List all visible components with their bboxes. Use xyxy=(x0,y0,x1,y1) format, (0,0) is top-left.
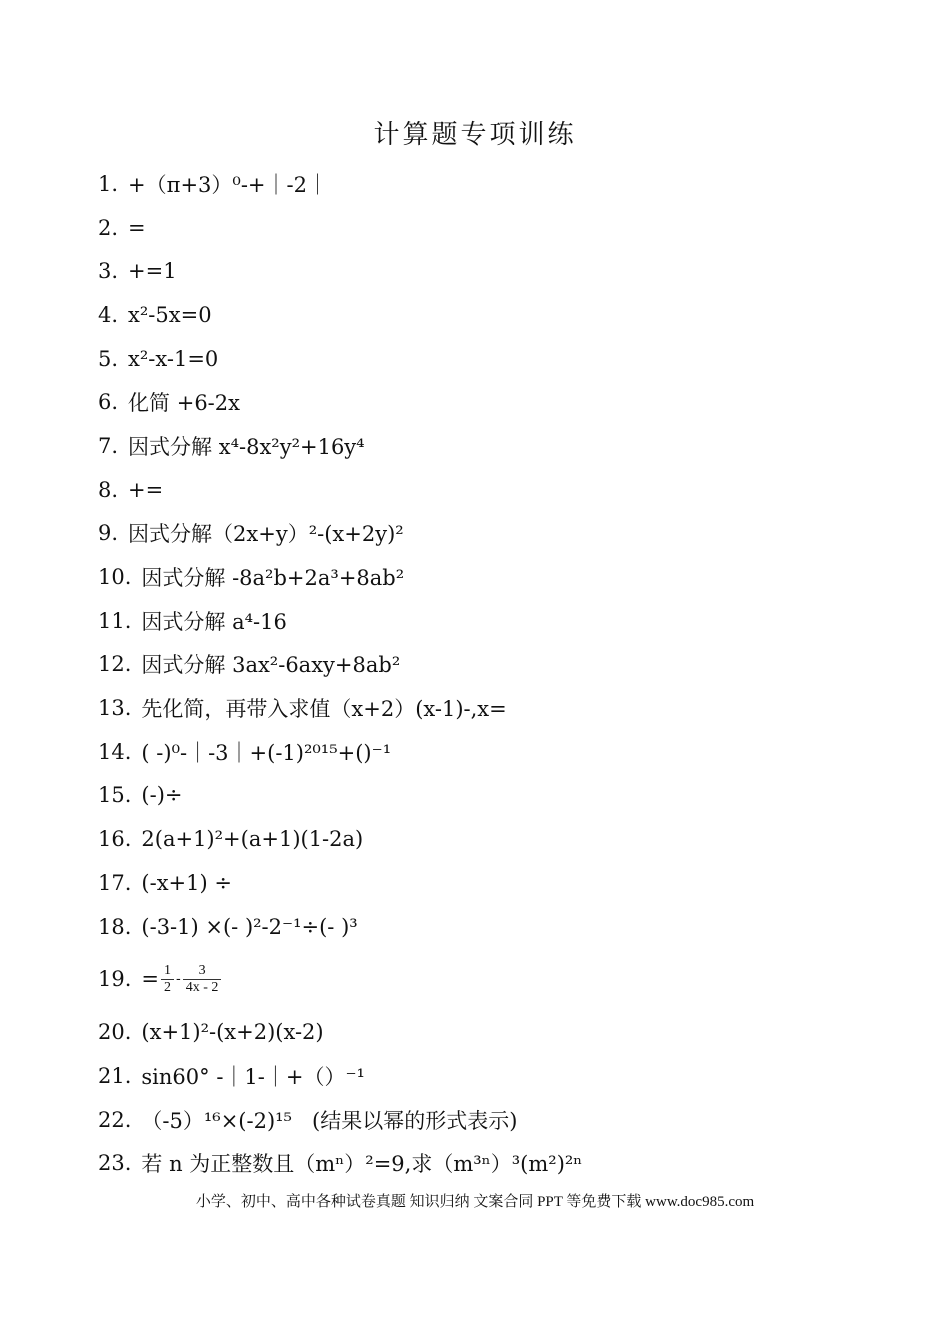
problem-number: 14. xyxy=(98,739,132,764)
problem-text: (-x+1) ÷ xyxy=(141,870,232,895)
problem-text: +=1 xyxy=(128,259,177,284)
problem-number: 11. xyxy=(98,608,132,633)
fraction xyxy=(161,963,174,996)
problem-text: = xyxy=(141,967,160,992)
problem-text: 若 n 为正整数且（mⁿ）²=9,求（m³ⁿ）³(m²)²ⁿ xyxy=(141,1152,583,1177)
problem-number: 10. xyxy=(98,565,132,590)
problem-text: (x+1)²-(x+2)(x-2) xyxy=(141,1020,324,1045)
problem-row xyxy=(98,424,898,468)
problem-row xyxy=(98,1098,898,1142)
fraction-numerator: 3 xyxy=(198,962,206,978)
minus-sign: - xyxy=(176,971,181,988)
fraction xyxy=(183,963,222,996)
problem-number: 23. xyxy=(98,1151,132,1176)
problem-row xyxy=(98,948,898,1010)
problem-number: 8. xyxy=(98,477,119,502)
problem-row xyxy=(98,599,898,643)
problem-text: = xyxy=(128,215,146,240)
problem-text: ( -)⁰-｜-3｜+(-1)²⁰¹⁵+()⁻¹ xyxy=(141,740,392,765)
problem-row xyxy=(98,337,898,381)
problem-text: 因式分解（2x+y）²-(x+2y)² xyxy=(128,522,404,547)
problem-text: 因式分解 x⁴-8x²y²+16y⁴ xyxy=(128,434,365,459)
problem-number: 13. xyxy=(98,696,132,721)
problem-row xyxy=(98,774,898,818)
problem-text: 先化简，再带入求值（x+2）(x-1)-,x= xyxy=(141,697,507,722)
problem-row xyxy=(98,1141,898,1185)
problem-number: 17. xyxy=(98,870,132,895)
problem-text: 2(a+1)²+(a+1)(1-2a) xyxy=(141,827,364,852)
problem-row xyxy=(98,249,898,293)
fraction-numerator: 1 xyxy=(164,962,172,978)
problem-number: 9. xyxy=(98,521,119,546)
problem-number: 3. xyxy=(98,259,119,284)
problem-text: (-3-1) ×(- )²-2⁻¹÷(- )³ xyxy=(141,914,358,939)
problem-row xyxy=(98,861,898,905)
problem-row xyxy=(98,643,898,687)
footer-text: 小学、初中、高中各种试卷真题 知识归纳 文案合同 PPT 等免费下载 www.doc985.com xyxy=(195,1194,755,1210)
problem-row xyxy=(98,730,898,774)
problem-row xyxy=(98,468,898,512)
problem-text: (-)÷ xyxy=(141,783,183,808)
problem-row xyxy=(98,1010,898,1054)
problem-number: 16. xyxy=(98,827,132,852)
problem-text: 因式分解 a⁴-16 xyxy=(141,609,287,634)
problem-text: += xyxy=(128,477,164,502)
problem-text: x²-x-1=0 xyxy=(128,346,219,371)
problem-number: 21. xyxy=(98,1063,132,1088)
problem-number: 4. xyxy=(98,302,119,327)
problem-row xyxy=(98,512,898,556)
problem-number: 2. xyxy=(98,215,119,240)
fraction-denominator: 4x - 2 xyxy=(183,979,222,996)
problem-number: 12. xyxy=(98,652,132,677)
problem-text: sin60° -｜1-｜+（）⁻¹ xyxy=(141,1064,365,1089)
problem-text: （-5）¹⁶×(-2)¹⁵ (结果以幂的形式表示) xyxy=(141,1108,518,1133)
problem-row xyxy=(98,162,898,206)
problem-text: +（π+3）⁰-+｜-2｜ xyxy=(128,172,328,197)
problem-number: 6. xyxy=(98,390,119,415)
problem-number: 7. xyxy=(98,433,119,458)
problem-text: 因式分解 -8a²b+2a³+8ab² xyxy=(141,566,405,591)
problem-row xyxy=(98,380,898,424)
problem-row xyxy=(98,206,898,250)
page-title: 计算题专项训练 xyxy=(373,120,577,150)
problem-row xyxy=(98,555,898,599)
problem-row xyxy=(98,293,898,337)
problem-text: x²-5x=0 xyxy=(128,302,212,327)
problem-number: 5. xyxy=(98,346,119,371)
problem-number: 1. xyxy=(98,171,119,196)
problem-row xyxy=(98,1054,898,1098)
fraction-denominator: 2 xyxy=(161,979,174,996)
problem-text: 因式分解 3ax²-6axy+8ab² xyxy=(141,653,401,678)
problem-list xyxy=(98,162,898,1185)
problem-text: 化简 +6-2x xyxy=(128,391,240,416)
problem-row xyxy=(98,817,898,861)
problem-number: 18. xyxy=(98,914,132,939)
problem-row xyxy=(98,905,898,949)
problem-number: 15. xyxy=(98,783,132,808)
problem-number: 22. xyxy=(98,1107,132,1132)
problem-number: 19. xyxy=(98,967,132,992)
problem-row xyxy=(98,686,898,730)
problem-number: 20. xyxy=(98,1020,132,1045)
